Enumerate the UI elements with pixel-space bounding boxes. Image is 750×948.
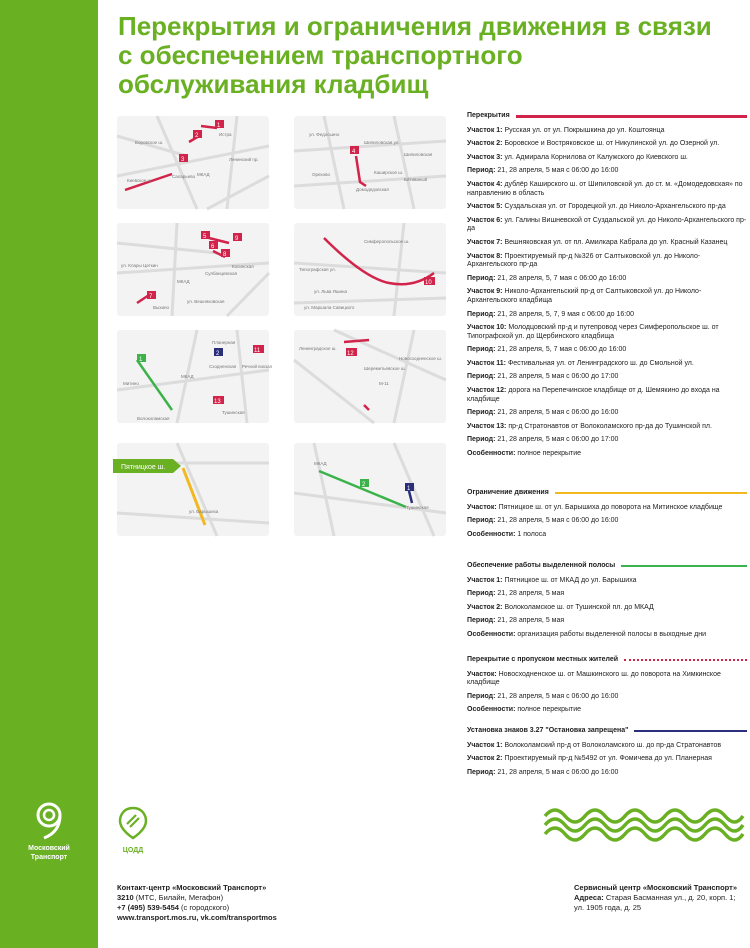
legend-entry-text: 21, 28 апреля, 5 мая с 06:00 до 16:00 — [495, 517, 619, 525]
legend-entry-label: Участок 2: — [467, 755, 503, 763]
section-restriction — [467, 489, 747, 544]
legend-entry-text: полное перекрытие — [515, 706, 582, 714]
map-3-marker-8: 8 — [223, 252, 227, 258]
map-1-label: Саларьево — [172, 174, 196, 179]
legend-entry-text: 21, 28 апреля, 5 мая — [495, 590, 565, 598]
legend-entry-label: Участок: — [467, 670, 497, 678]
map-7 — [117, 443, 269, 536]
map-5-label: МКАД — [181, 374, 194, 379]
legend-entry-text: Волоколамское ш. от Тушинской пл. до МКАД — [502, 603, 654, 611]
restriction-entries — [467, 504, 747, 540]
legend-entry-text: дублёр Каширского ш. от Шипиловской ул. до ст. м. «Домодедовская» по направлению в область — [467, 180, 743, 197]
map-2-drawing — [294, 116, 446, 209]
map-5-drawing — [117, 330, 273, 423]
map-5-label: Речной вокзал — [242, 364, 273, 369]
legend-entry-label: Период: — [467, 617, 496, 625]
legend-entry-label: Участок 11: — [467, 359, 506, 367]
map-2 — [294, 116, 446, 209]
legend-entry-text: 21, 28 апреля, 5 мая — [495, 617, 565, 625]
legend-entry — [467, 755, 747, 764]
map-2-marker-4: 4 — [352, 149, 356, 155]
codd-pin-icon — [118, 806, 148, 840]
section-residents-header — [467, 656, 747, 665]
legend-entry — [467, 324, 747, 341]
green-sidebar — [0, 0, 98, 948]
map-8-label: МКАД — [314, 461, 327, 466]
legend-entry — [467, 590, 747, 599]
moscow-transport-logo-icon — [30, 800, 68, 840]
map-3-label: Косинская — [232, 264, 254, 269]
legend-entry-label: Период: — [467, 590, 496, 598]
map-6 — [294, 330, 446, 423]
legend-entry — [467, 504, 747, 513]
legend-entry-label: Участок 7: — [467, 238, 503, 246]
map-3-drawing — [117, 223, 269, 316]
closures-entries — [467, 127, 747, 459]
map-3-label: ул. Вешняковская — [187, 299, 225, 304]
legend-entry — [467, 387, 747, 404]
legend-entry-label: Участок 1: — [467, 576, 503, 584]
map-3-marker-6: 6 — [211, 244, 215, 250]
legend-entry-text: 21, 28 апреля, 5 мая с 06:00 до 16:00 — [495, 692, 619, 700]
legend-entry-label: Особенности: — [467, 630, 516, 638]
map-3 — [117, 223, 269, 316]
legend-entry — [467, 288, 747, 305]
legend-entry-text: Суздальская ул. от Городецкой ул. до Николо-Архангельского пр-да — [502, 203, 726, 211]
map-2-label: Каширское ш. — [374, 170, 404, 175]
legend-entry — [467, 769, 747, 778]
map-1-marker-1: 1 — [217, 123, 221, 129]
legend-entry — [467, 436, 747, 445]
legend-entry — [467, 253, 747, 270]
map-8 — [294, 443, 446, 536]
map-4-label: ул. Льва Яшина — [314, 289, 348, 294]
legend-entry — [467, 127, 747, 136]
legend-entry-label: Особенности: — [467, 706, 516, 714]
map-4-marker-10: 10 — [425, 280, 432, 286]
map-4-label: Симферопольское ш. — [364, 239, 410, 244]
map-3-marker-9: 9 — [235, 236, 239, 242]
map-1-label: Боровское ш. — [135, 140, 164, 145]
section-restriction-title: Ограничение движения — [467, 489, 549, 496]
map-7-pyatnitskoe-label: Пятницкое ш. — [121, 464, 166, 471]
footer-phone[interactable]: +7 (495) 539-5454 — [117, 903, 179, 912]
legend-entry — [467, 531, 747, 540]
footer-address-row — [574, 893, 750, 903]
legend-entry-label: Участок 3: — [467, 153, 503, 161]
footer-contact-center — [117, 883, 277, 923]
legend-entry-label: Период: — [467, 373, 496, 381]
legend-entry-label: Участок 4: — [467, 180, 503, 188]
legend-entry-text: 21, 28 апреля, 5, 7 мая с 06:00 до 16:00 — [495, 346, 627, 354]
section-restriction-header — [467, 489, 747, 498]
legend-entry-text: пр-д Стратонавтов от Волоколамского пр-да до Тушинской пл. — [506, 422, 712, 430]
legend-entry-label: Участок 1: — [467, 741, 503, 749]
legend-entry-label: Период: — [467, 409, 496, 417]
legend-entry-label: Участок 12: — [467, 387, 507, 395]
legend-entry — [467, 203, 747, 212]
legend-entry-text: Новосходненское ш. от Машкинского ш. до поворота на Химкинское кладбище — [467, 670, 721, 687]
legend-entry — [467, 217, 747, 234]
map-5-marker-13: 13 — [214, 399, 221, 405]
map-3-marker-5: 5 — [203, 234, 207, 240]
moscow-transport-logo — [14, 800, 84, 862]
legend-entry-text: Проектируемый пр-д №326 от Салтыковской ул. до Николо-Архангельского пр-да — [467, 252, 701, 269]
map-6-label: Ленинградское ш. — [299, 346, 337, 351]
legend-entry-text: ул. Галины Вишневской от Суздальской ул. до Николо-Архангельского пр-да — [467, 216, 747, 233]
map-7-label: ул. Барышиха — [189, 509, 219, 514]
map-5-label: Волоколамская — [137, 416, 170, 421]
map-4-drawing — [294, 223, 446, 316]
codd-label: ЦОДД — [122, 847, 144, 854]
legend-entry-text: организация работы выделенной полосы в выходные дни — [515, 630, 706, 638]
map-4-label: ул. Маршала Савицкого — [304, 305, 355, 310]
map-5-label: Сходненская — [209, 364, 237, 369]
legend-entry — [467, 577, 747, 586]
legend-entry-label: Особенности: — [467, 450, 516, 458]
map-1 — [117, 116, 269, 209]
legend-entry — [467, 671, 747, 688]
map-4-label: Типографская ул. — [299, 267, 336, 272]
legend-entry-text: 21, 28 апреля, 5, 7 мая с 06:00 до 16:00 — [495, 274, 627, 282]
legend-entry-text: 21, 28 апреля, 5 мая с 06:00 до 16:00 — [495, 409, 619, 417]
map-5-label: Митино — [123, 381, 139, 386]
map-7-drawing — [117, 443, 269, 536]
wave-decoration — [543, 806, 745, 844]
map-1-label: МКАД — [197, 172, 210, 177]
footer-right-title: Сервисный центр «Московский Транспорт» — [574, 883, 737, 892]
legend-entry-text: 1 полоса — [515, 530, 547, 538]
section-lane — [467, 562, 747, 645]
legend-entry-label: Период: — [467, 517, 496, 525]
legend-entry-label: Период: — [467, 310, 496, 318]
legend-entry — [467, 181, 747, 198]
map-2-label: ул. Федосьино — [309, 132, 340, 137]
section-closures-title: Перекрытия — [467, 112, 510, 119]
legend-entry-label: Участок: — [467, 503, 497, 511]
blue-line-legend — [634, 730, 747, 732]
map-1-marker-2: 2 — [195, 133, 199, 139]
legend-entry-text: 21, 28 апреля, 5, 7, 9 мая с 06:00 до 16:00 — [495, 310, 635, 318]
map-1-label: Ленинский пр. — [229, 157, 259, 162]
legend-entry-label: Период: — [467, 768, 496, 776]
map-8-drawing — [294, 443, 446, 536]
legend-entry — [467, 706, 747, 715]
footer-address-label: Адреса: — [574, 893, 604, 902]
legend-entry-label: Период: — [467, 346, 496, 354]
map-2-label: Бйтиваный — [404, 177, 428, 182]
legend-entry-text: Волоколамский пр-д от Волоколамского ш. до пр-да Стратонавтов — [502, 741, 722, 749]
legend-entry-label: Особенности: — [467, 530, 516, 538]
section-signs — [467, 727, 747, 782]
legend-entry — [467, 617, 747, 626]
footer-left-title: Контакт-центр «Московский Транспорт» — [117, 883, 267, 892]
section-lane-header — [467, 562, 747, 571]
lane-entries — [467, 577, 747, 640]
footer-web-links[interactable]: www.transport.mos.ru, vk.com/transportmos — [117, 913, 277, 922]
legend-entry — [467, 604, 747, 613]
map-3-label: Сулбанцевская — [205, 271, 238, 276]
map-5-marker-11: 11 — [254, 348, 261, 354]
section-signs-title: Установка знаков 3.27 "Остановка запрещена" — [467, 727, 629, 734]
green-line-legend — [621, 565, 747, 567]
legend-entry-label: Участок 5: — [467, 203, 503, 211]
brand-name-line2: Транспорт — [30, 854, 68, 861]
map-5-marker-2: 2 — [216, 351, 220, 357]
footer-short-number-row — [117, 893, 277, 903]
legend-entry-text: Проектируемый пр-д №5492 от ул. Фомичева до ул. Планерная — [502, 755, 712, 763]
footer-phone-note: (с городского) — [178, 903, 230, 912]
legend-entry-label: Участок 6: — [467, 216, 503, 224]
map-6-marker-12: 12 — [347, 351, 354, 357]
legend-entry-text: Молодцовский пр-д и путепровод через Симферопольское ш. от Типографской ул. до Щербинского кладбища — [467, 324, 719, 340]
legend-entry — [467, 693, 747, 702]
map-6-label: М-11 — [379, 381, 389, 386]
legend-entry-text: 21, 28 апреля, 5 мая с 06:00 до 17:00 — [495, 373, 619, 381]
legend-entry — [467, 140, 747, 149]
yellow-line-legend — [555, 492, 747, 494]
legend-entry-label: Участок 2: — [467, 603, 503, 611]
signs-entries — [467, 742, 747, 778]
legend-entry — [467, 631, 747, 640]
map-5-label: Тушинская — [222, 410, 245, 415]
legend-entry — [467, 409, 747, 418]
legend-entry — [467, 154, 747, 163]
legend-entry-text: Пятницкое ш. от ул. Барышиха до поворота на Митинское кладбище — [496, 503, 723, 511]
legend-entry — [467, 275, 747, 284]
legend-entry-label: Участок 8: — [467, 252, 503, 260]
map-3-marker-7: 7 — [149, 294, 153, 300]
legend-entry-label: Участок 1: — [467, 126, 503, 134]
legend-entry-label: Участок 13: — [467, 422, 507, 430]
section-closures — [467, 112, 747, 464]
map-6-drawing — [294, 330, 446, 423]
section-residents-title: Перекрытие с пропуском местных жителей — [467, 656, 619, 663]
legend-entry — [467, 373, 747, 382]
dotted-red-line-legend — [624, 659, 747, 661]
map-2-label: Орехово — [312, 172, 330, 177]
map-6-label: Новосходненское ш. — [399, 356, 442, 361]
legend-entry — [467, 239, 747, 248]
legend-entry-text: полное перекрытие — [515, 450, 582, 458]
map-6-label: Шереметьевское ш. — [364, 366, 406, 371]
map-1-marker-3: 3 — [181, 157, 185, 163]
map-5-marker-1: 1 — [139, 357, 143, 363]
section-residents — [467, 656, 747, 720]
section-lane-title: Обеспечение работы выделенной полосы — [467, 562, 616, 569]
map-2-label: Шипиловская — [404, 152, 433, 157]
footer-service-center — [574, 883, 750, 913]
legend-entry — [467, 346, 747, 355]
legend-entry-text: Вешняковская ул. от пл. Амилкара Кабрала до ул. Красный Казанец — [502, 238, 728, 246]
map-5 — [117, 330, 273, 423]
brand-name-line1: Московский — [28, 845, 70, 852]
legend-entry-text: 21, 28 апреля, 5 мая с 06:00 до 16:00 — [495, 167, 619, 175]
legend-entry-text: Боровское и Востряковское ш. от Никулинской ул. до Озерной ул. — [502, 140, 720, 148]
map-3-label: Выхино — [153, 305, 169, 310]
legend-entry-text: Фестивальная ул. от Ленинградского ш. до Смольной ул. — [506, 359, 694, 367]
map-8-label: Тушинская — [406, 505, 429, 510]
map-2-label: Шипиловская ул. — [364, 140, 400, 145]
legend-entry — [467, 517, 747, 526]
legend-entry — [467, 167, 747, 176]
legend-entry-text: дорога на Перепечинское кладбище от д. Шемякино до входа на кладбище — [467, 387, 720, 403]
footer-phone-row — [117, 903, 277, 913]
footer-short-number: 3210 — [117, 893, 134, 902]
legend-entry-label: Период: — [467, 167, 496, 175]
map-3-label: МКАД — [177, 279, 190, 284]
legend-entry-label: Участок 10: — [467, 324, 507, 332]
map-3-label: ул. Клары Цеткин — [121, 263, 158, 268]
legend-entry-label: Участок 9: — [467, 288, 503, 296]
legend-entry — [467, 742, 747, 751]
map-1-label: Киевское ш. — [127, 178, 153, 183]
red-line-legend — [516, 115, 747, 118]
map-2-label: Домодедовская — [356, 187, 389, 192]
legend-entry — [467, 423, 747, 432]
legend-entry-text: 21, 28 апреля, 5 мая с 06:00 до 16:00 — [495, 768, 619, 776]
page-title: Перекрытия и ограничения движения в связи с обеспечением транспортного обслуживания кладбищ — [118, 11, 712, 99]
legend-entry-text: Русская ул. от ул. Покрышкина до ул. Коштоянца — [502, 126, 665, 134]
legend-entry-text: Николо-Архангельский пр-д от Салтыковской ул. до Николо-Архангельского кладбища — [467, 288, 702, 304]
map-1-label: Истра — [219, 132, 232, 137]
section-closures-header — [467, 112, 747, 121]
legend-entry-label: Период: — [467, 436, 496, 444]
map-8-marker-1: 1 — [407, 486, 411, 492]
legend-entry-label: Период: — [467, 692, 496, 700]
footer-address-1: Старая Басманная ул., д. 20, корп. 1; — [603, 893, 736, 902]
legend-entry-label: Период: — [467, 274, 496, 282]
legend-entry-text: Пятницкое ш. от МКАД до ул. Барышиха — [502, 576, 637, 584]
legend-entry-text: 21, 28 апреля, 5 мая с 06:00 до 17:00 — [495, 436, 619, 444]
footer-address-2: ул. 1905 года, д. 25 — [574, 903, 642, 912]
legend-entry — [467, 311, 747, 320]
legend-entry — [467, 450, 747, 459]
codd-logo — [116, 806, 150, 854]
section-signs-header — [467, 727, 747, 736]
map-1-drawing — [117, 116, 269, 209]
footer-short-number-note: (МТС, Билайн, Мегафон) — [133, 893, 224, 902]
map-8-marker-2: 2 — [362, 482, 366, 488]
map-5-label: Планерная — [212, 340, 236, 345]
legend-entry-text: ул. Адмирала Корнилова от Калужского до Киевского ш. — [502, 153, 688, 161]
legend-entry — [467, 360, 747, 369]
residents-entries — [467, 671, 747, 715]
legend-entry-label: Участок 2: — [467, 140, 503, 148]
map-4 — [294, 223, 446, 316]
